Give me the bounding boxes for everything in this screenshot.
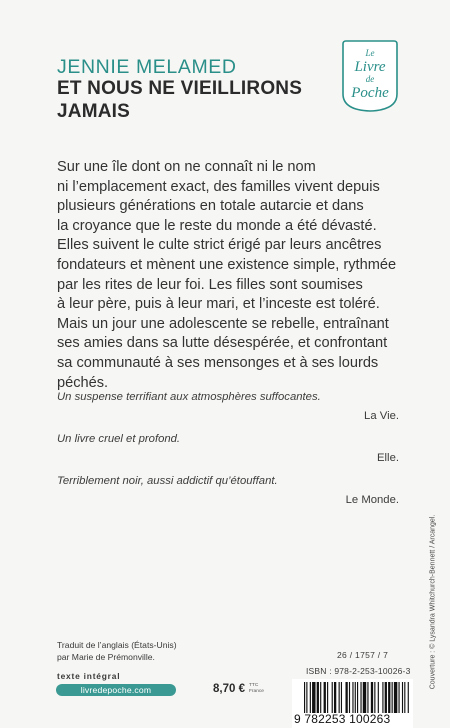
quote-source: Le Monde. [345,494,399,506]
author-name: JENNIE MELAMED [57,56,237,78]
press-quote [57,390,402,423]
synopsis-line: plusieurs générations en totale autarcie et dans [57,198,364,215]
barcode-bar [310,682,311,713]
translator-line: Traduit de l’anglais (États-Unis) [57,640,177,650]
livre-de-poche-logo [339,38,401,114]
barcode-bar [334,682,336,713]
synopsis-line: Mais un jour une adolescente se rebelle, entraînant [57,315,389,332]
logo-text-livre: Livre [354,59,386,75]
cover-credit [429,494,437,709]
book-title [57,77,357,123]
barcode-bar [324,682,326,713]
press-quote [57,474,402,507]
barcode-bar [332,682,333,713]
barcode-bar [317,682,319,713]
title-line: JAMAIS [57,101,130,122]
press-quotes [57,390,402,513]
edition-label: texte intégral [57,671,121,681]
synopsis-line: Sur une île dont on ne connaît ni le nom [57,159,316,175]
barcode-bar [398,682,399,713]
barcode-bar [382,682,383,713]
reference-code: 26 / 1757 / 7 [337,650,389,660]
barcode-bar [378,682,379,713]
barcode-bar [360,682,361,713]
barcode-bar [394,682,397,713]
barcode-bar [367,682,368,713]
barcode-bar [352,682,353,713]
barcode-digits: 9 782253 100263 [294,712,391,726]
synopsis-line: sa communauté à ses mensonges et à ses lourds [57,354,379,371]
synopsis [57,158,417,393]
quote-source: Elle. [377,452,399,464]
barcode-bar [341,682,342,713]
synopsis-line: la croyance que le reste du monde a été dévasté. [57,217,377,234]
website-badge[interactable]: livredepoche.com [56,684,176,696]
barcode-bar [320,682,321,713]
barcode-bar [345,682,347,713]
quote-text: Terriblement noir, aussi addictif qu’étouffant. [57,475,278,487]
synopsis-line: ses amies dans sa lutte désespérée, et confrontant [57,335,388,352]
price-note-line: France [249,689,264,694]
barcode-bar [355,682,356,713]
barcode-bar [388,682,390,713]
synopsis-line: fondateurs et mènent une existence simple, rythmée [57,256,397,273]
quote-text: Un livre cruel et profond. [57,433,181,445]
translator-line: par Marie de Prémonville. [57,651,155,662]
barcode-bar [371,682,373,713]
press-quote [57,432,402,465]
price: 8,70 € [213,683,245,695]
logo-badge-icon [339,38,401,114]
synopsis-line: péchés. [57,374,109,391]
barcode-bars-icon [304,682,410,713]
quote-source: La Vie. [364,410,399,422]
barcode-bar [408,682,409,713]
barcode-bar [404,682,405,713]
barcode-bar [304,682,305,713]
translator-credit [57,640,177,663]
barcode-bar [306,682,307,713]
barcode-bar [349,682,350,713]
isbn: ISBN : 978-2-253-10026-3 [306,666,411,676]
barcode-bar [402,682,403,713]
barcode-bar [392,682,393,713]
barcode-bar [339,682,340,713]
barcode [292,679,413,728]
logo-text-poche: Poche [351,85,389,101]
title-line: ET NOUS NE VIEILLIRONS [57,78,303,99]
quote-text: Un suspense terrifiant aux atmosphères suffocantes. [57,391,321,403]
synopsis-line: Elles suivent le culte strict érigé par leurs ancêtres [57,237,382,254]
price-note-line: TTC [249,683,259,688]
synopsis-line: par les rites de leur foi. Les filles sont soumises [57,276,363,293]
cover-credit-text: Couverture : © Lysandra Whitchurch-Bennett / Arcangel. [429,514,437,689]
barcode-bar [327,682,328,713]
price-note [249,683,264,695]
barcode-bar [357,682,358,713]
synopsis-line: ni l’emplacement exact, des familles vivent depuis [57,178,380,195]
logo-text-le: Le [365,48,375,58]
barcode-bar [363,682,366,713]
barcode-bar [312,682,315,713]
barcode-bar [385,682,387,713]
synopsis-line: à leur père, puis à leur mari, et l’inceste est toléré. [57,296,380,313]
barcode-bar [374,682,375,713]
logo-text-de: de [365,74,375,84]
